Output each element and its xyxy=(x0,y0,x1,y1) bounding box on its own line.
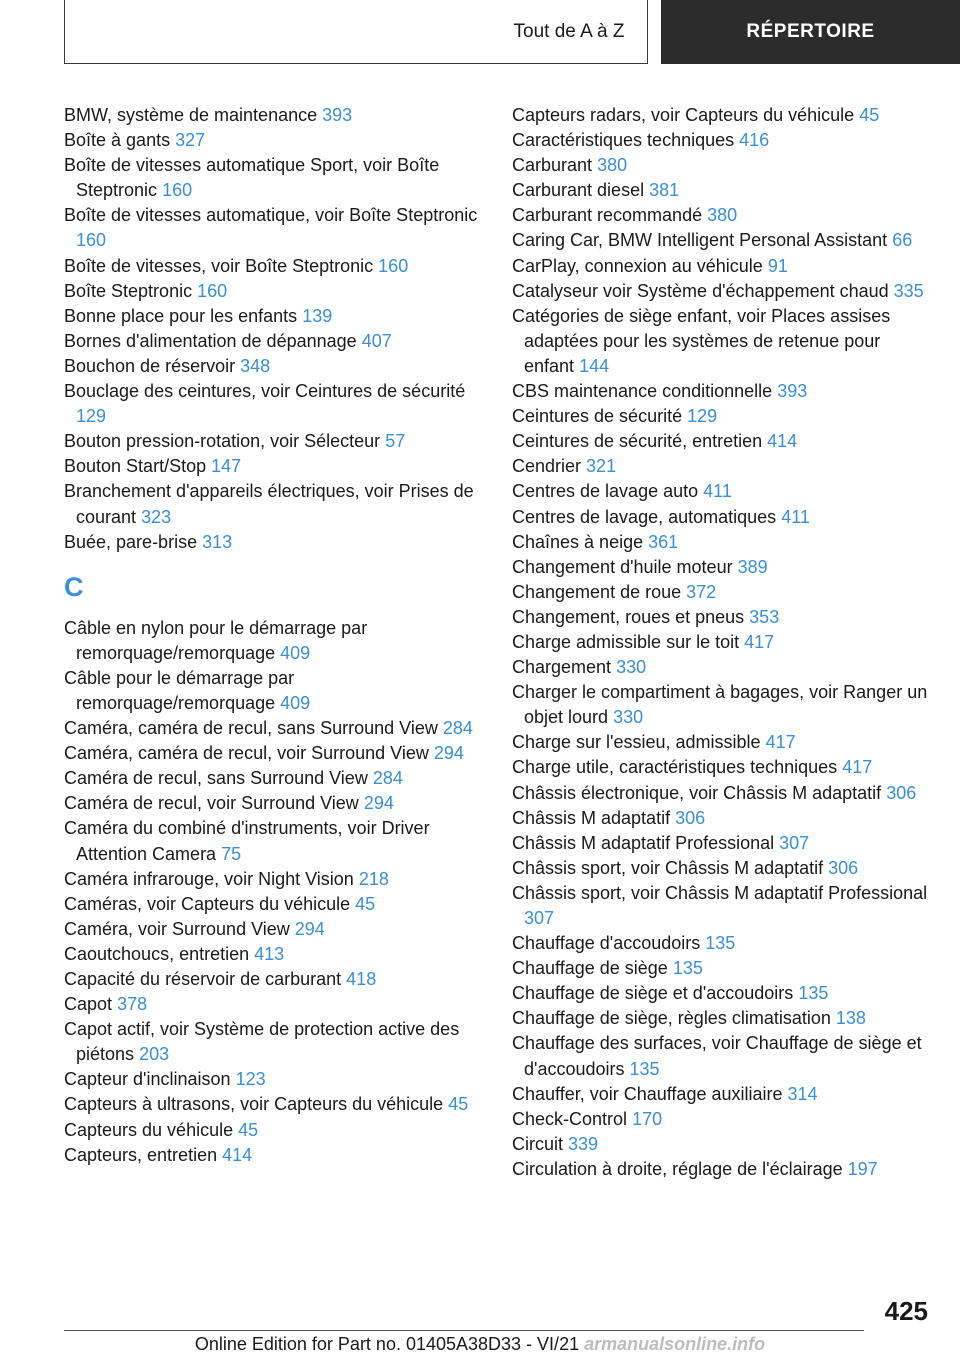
index-page-link[interactable]: 135 xyxy=(672,958,703,979)
index-entry xyxy=(64,379,484,429)
index-entry-text: Caméras, voir Capteurs du véhicule xyxy=(64,893,351,914)
index-entry xyxy=(512,178,932,203)
index-entry-text: Capteurs, entretien xyxy=(64,1144,218,1165)
index-page-link[interactable]: 314 xyxy=(787,1083,818,1104)
index-entry-text: Caractéristiques techniques xyxy=(512,130,735,151)
index-list-c xyxy=(64,616,484,1168)
index-entry xyxy=(512,680,932,730)
index-page-link[interactable]: 393 xyxy=(322,105,353,125)
index-entry-text: Charge utile, caractéristiques techniques xyxy=(512,757,838,778)
index-entry xyxy=(512,228,932,253)
index-page-link[interactable]: 147 xyxy=(211,456,242,477)
index-page-link[interactable]: 203 xyxy=(139,1044,170,1065)
index-entry xyxy=(512,1082,932,1107)
index-page-link[interactable]: 284 xyxy=(442,718,473,739)
index-page-link[interactable]: 294 xyxy=(363,793,394,814)
index-entry-text: Chauffer, voir Chauffage auxiliaire xyxy=(512,1083,783,1104)
index-page-link[interactable]: 138 xyxy=(835,1008,866,1029)
index-entry xyxy=(512,203,932,228)
index-page-link[interactable]: 335 xyxy=(893,280,924,301)
index-page-link[interactable]: 306 xyxy=(828,857,859,878)
index-entry-text: Charger le compartiment à bagages, voir Ranger un objet lourd xyxy=(512,682,928,728)
index-entry-text: Caoutchoucs, entretien xyxy=(64,943,250,964)
index-page-link[interactable]: 75 xyxy=(221,843,242,864)
index-list-b xyxy=(64,103,484,555)
footer-divider xyxy=(64,1330,864,1331)
index-entry xyxy=(512,881,932,931)
index-entry xyxy=(512,555,932,580)
index-entry-text: Charge admissible sur le toit xyxy=(512,631,740,652)
index-page-link[interactable]: 160 xyxy=(378,255,409,276)
index-page-link[interactable]: 321 xyxy=(586,456,617,477)
index-entry xyxy=(512,605,932,630)
index-entry-text: Circulation à droite, réglage de l'éclairage xyxy=(512,1158,843,1179)
index-entry-text: Bouton pression-rotation, voir Sélecteur xyxy=(64,431,381,452)
index-page-link[interactable]: 160 xyxy=(76,230,107,251)
index-page-link[interactable]: 313 xyxy=(202,531,233,552)
index-page-link[interactable]: 129 xyxy=(76,406,107,427)
index-page-link[interactable]: 135 xyxy=(705,933,736,954)
index-entry xyxy=(512,1157,932,1182)
index-entry xyxy=(64,329,484,354)
index-entry-text: Capacité du réservoir de carburant xyxy=(64,969,342,989)
index-entry-text: Carburant xyxy=(512,155,593,176)
index-entry xyxy=(512,981,932,1006)
index-page-link[interactable]: 45 xyxy=(238,1119,259,1140)
index-page-link[interactable]: 45 xyxy=(859,105,880,125)
index-entry-text: Buée, pare-brise xyxy=(64,531,198,552)
index-entry-text: Capteurs du véhicule xyxy=(64,1119,234,1140)
index-entry-text: Changement, roues et pneus xyxy=(512,606,745,627)
section-letter: C xyxy=(64,571,84,602)
index-entry-text: Câble pour le démarrage par remorquage/remorquage xyxy=(64,667,295,713)
index-entry xyxy=(64,454,484,479)
index-page-link[interactable]: 170 xyxy=(632,1108,663,1129)
index-page-link[interactable]: 327 xyxy=(175,130,206,151)
index-entry-text: Boîte Steptronic xyxy=(64,280,193,301)
index-entry-text: Chauffage d'accoudoirs xyxy=(512,933,701,954)
index-entry xyxy=(512,429,932,454)
index-entry xyxy=(64,429,484,454)
index-column-right xyxy=(512,103,932,1182)
index-entry xyxy=(512,128,932,153)
index-page-link[interactable]: 57 xyxy=(385,431,406,452)
index-entry-text: Bouchon de réservoir xyxy=(64,355,236,376)
index-entry-text: Chauffage de siège, règles climatisation xyxy=(512,1008,831,1029)
index-page-link[interactable]: 160 xyxy=(162,180,193,201)
index-page-link[interactable]: 323 xyxy=(141,506,172,527)
index-page-link[interactable]: 307 xyxy=(779,832,810,853)
index-entry-text: CBS maintenance conditionnelle xyxy=(512,381,773,402)
index-entry xyxy=(512,1006,932,1031)
index-entry-text: Carburant recommandé xyxy=(512,205,703,226)
index-page-link[interactable]: 139 xyxy=(302,305,333,326)
index-page-link[interactable]: 45 xyxy=(448,1094,469,1115)
index-page-link[interactable]: 339 xyxy=(568,1133,599,1154)
index-entry xyxy=(64,254,484,279)
index-page-link[interactable]: 144 xyxy=(579,355,610,376)
index-entry-text: Charge sur l'essieu, admissible xyxy=(512,732,761,753)
index-entry-text: Châssis sport, voir Châssis M adaptatif Professional xyxy=(512,882,928,903)
index-entry xyxy=(512,379,932,404)
index-entry-text: Câble en nylon pour le démarrage par remorquage/remorquage xyxy=(64,617,368,663)
index-entry-text: Carburant diesel xyxy=(512,180,645,201)
index-entry xyxy=(64,103,484,128)
index-entry-text: CarPlay, connexion au véhicule xyxy=(512,255,763,276)
index-page-link[interactable]: 330 xyxy=(613,707,644,728)
index-entry-text: Boîte à gants xyxy=(64,130,171,151)
index-page-link[interactable]: 380 xyxy=(707,205,738,226)
footer xyxy=(0,1334,960,1355)
index-page-link[interactable]: 135 xyxy=(798,983,829,1004)
index-entry xyxy=(64,530,484,555)
index-page-link[interactable]: 417 xyxy=(765,732,796,753)
index-entry xyxy=(512,630,932,655)
index-entry-text: Châssis sport, voir Châssis M adaptatif xyxy=(512,857,824,878)
index-entry xyxy=(512,103,932,128)
index-entry xyxy=(512,755,932,780)
index-entry xyxy=(512,454,932,479)
index-entry-text: Centres de lavage auto xyxy=(512,481,699,502)
index-entry xyxy=(64,992,484,1017)
index-entry-text: Capteurs radars, voir Capteurs du véhicule xyxy=(512,105,855,125)
index-entry-text: Chauffage de siège xyxy=(512,958,668,979)
index-entry-text: Caméra, caméra de recul, sans Surround View xyxy=(64,718,438,739)
index-entry xyxy=(512,931,932,956)
index-entry xyxy=(512,1031,932,1081)
index-entry-text: Boîte de vitesses automatique Sport, voir Boîte Steptronic xyxy=(64,155,440,201)
index-entry-text: Catégories de siège enfant, voir Places assises adaptées pour les systèmes de retenue pour enfant xyxy=(512,305,891,376)
index-entry xyxy=(64,791,484,816)
index-entry xyxy=(64,1143,484,1168)
index-page-link[interactable]: 294 xyxy=(433,743,464,764)
index-entry-text: Bornes d'alimentation de dépannage xyxy=(64,330,357,351)
index-entry-text: Chauffage des surfaces, voir Chauffage de siège et d'accoudoirs xyxy=(512,1033,922,1079)
index-entry xyxy=(64,666,484,716)
index-entry xyxy=(64,766,484,791)
index-page-link[interactable]: 416 xyxy=(739,130,770,151)
index-entry xyxy=(64,867,484,892)
index-entry-text: Bouclage des ceintures, voir Ceintures de sécurité xyxy=(64,381,466,402)
index-entry-text: Branchement d'appareils électriques, voir Prises de courant xyxy=(64,481,474,527)
index-page-link[interactable]: 306 xyxy=(886,782,917,803)
index-entry xyxy=(64,741,484,766)
index-entry-text: Caméra infrarouge, voir Night Vision xyxy=(64,868,354,889)
index-entry xyxy=(64,304,484,329)
index-entry xyxy=(64,1017,484,1067)
index-entry-text: Ceintures de sécurité xyxy=(512,406,683,427)
index-entry xyxy=(64,716,484,741)
index-entry-text: Centres de lavage, automatiques xyxy=(512,506,777,527)
index-page-link[interactable]: 407 xyxy=(361,330,392,351)
index-entry xyxy=(512,530,932,555)
index-entry-text: Caméra, caméra de recul, voir Surround View xyxy=(64,743,429,764)
index-entry-text: Châssis électronique, voir Châssis M adaptatif xyxy=(512,782,882,803)
index-entry xyxy=(512,781,932,806)
index-entry-text: Changement de roue xyxy=(512,581,682,602)
index-entry xyxy=(64,153,484,203)
index-entry xyxy=(64,616,484,666)
index-entry-text: Bouton Start/Stop xyxy=(64,456,207,477)
index-entry xyxy=(64,128,484,153)
index-entry-text: Caméra de recul, sans Surround View xyxy=(64,768,368,789)
index-entry-text: Ceintures de sécurité, entretien xyxy=(512,431,763,452)
index-entry-text: BMW, système de maintenance xyxy=(64,105,318,125)
index-entry xyxy=(64,816,484,866)
index-entry-text: Caméra de recul, voir Surround View xyxy=(64,793,359,814)
index-page-link[interactable]: 414 xyxy=(767,431,798,452)
index-page-link[interactable]: 353 xyxy=(749,606,780,627)
index-page-link[interactable]: 372 xyxy=(686,581,717,602)
index-page-link[interactable]: 348 xyxy=(240,355,271,376)
page-number: 425 xyxy=(884,1296,928,1326)
index-page-link[interactable]: 129 xyxy=(687,406,718,427)
index-entry-text: Caméra, voir Surround View xyxy=(64,918,290,939)
index-entry-text: Boîte de vitesses automatique, voir Boîte Steptronic xyxy=(64,205,478,226)
index-page-link[interactable]: 380 xyxy=(597,155,628,176)
index-entry xyxy=(512,1107,932,1132)
index-page-link[interactable]: 135 xyxy=(629,1058,660,1079)
index-page-link[interactable]: 361 xyxy=(648,531,679,552)
index-entry-text: Circuit xyxy=(512,1133,564,1154)
index-page-link[interactable]: 160 xyxy=(197,280,228,301)
index-entry xyxy=(64,354,484,379)
index-page-link[interactable]: 409 xyxy=(280,642,311,663)
index-entry xyxy=(64,279,484,304)
index-entry-text: Chaînes à neige xyxy=(512,531,644,552)
index-page-link[interactable]: 284 xyxy=(372,768,403,789)
index-entry-text: Chauffage de siège et d'accoudoirs xyxy=(512,983,794,1004)
index-page-link[interactable]: 307 xyxy=(524,908,555,928)
index-entry-text: Châssis M adaptatif Professional xyxy=(512,832,775,853)
index-entry xyxy=(512,831,932,856)
index-entry-text: Capteurs à ultrasons, voir Capteurs du véhicule xyxy=(64,1094,444,1115)
index-entry xyxy=(512,304,932,379)
index-entry xyxy=(512,1132,932,1157)
index-page-link[interactable]: 218 xyxy=(358,868,389,889)
footer-watermark: armanualsonline.info xyxy=(584,1334,766,1354)
index-entry xyxy=(512,404,932,429)
index-column-left xyxy=(64,103,484,1168)
index-entry xyxy=(512,279,932,304)
index-entry xyxy=(64,967,484,992)
index-entry-text: Bonne place pour les enfants xyxy=(64,305,298,326)
index-entry xyxy=(64,942,484,967)
index-page-link[interactable]: 409 xyxy=(280,692,311,713)
index-page-link[interactable]: 414 xyxy=(222,1144,253,1165)
index-page-link[interactable]: 393 xyxy=(777,381,808,402)
index-entry-text: Chargement xyxy=(512,657,612,678)
chapter-title[interactable]: RÉPERTOIRE xyxy=(661,0,960,64)
index-entry xyxy=(512,856,932,881)
index-page-link[interactable]: 381 xyxy=(649,180,680,201)
index-entry xyxy=(512,479,932,504)
index-entry xyxy=(512,806,932,831)
index-page-link[interactable]: 417 xyxy=(842,757,873,778)
index-entry-text: Changement d'huile moteur xyxy=(512,556,733,577)
index-page-link[interactable]: 66 xyxy=(892,230,913,251)
index-page-link[interactable]: 45 xyxy=(355,893,376,914)
index-page-link[interactable]: 413 xyxy=(254,943,285,964)
index-list-c-continued xyxy=(512,103,932,1182)
index-page-link[interactable]: 378 xyxy=(117,994,148,1015)
index-entry-text: Cendrier xyxy=(512,456,582,477)
index-entry-text: Châssis M adaptatif xyxy=(512,807,671,828)
index-entry xyxy=(512,505,932,530)
index-entry-text: Capot xyxy=(64,994,113,1015)
index-entry-text: Caméra du combiné d'instruments, voir Driver Attention Camera xyxy=(64,818,430,864)
index-entry xyxy=(512,655,932,680)
index-page-link[interactable]: 91 xyxy=(767,255,788,276)
section-tab[interactable]: Tout de A à Z xyxy=(513,21,625,42)
index-entry xyxy=(64,479,484,529)
index-entry xyxy=(64,917,484,942)
index-entry xyxy=(64,1067,484,1092)
index-entry xyxy=(64,892,484,917)
index-entry xyxy=(512,580,932,605)
index-page-link[interactable]: 389 xyxy=(737,556,768,577)
index-page-link[interactable]: 417 xyxy=(744,631,775,652)
index-page-link[interactable]: 306 xyxy=(675,807,706,828)
index-page-link[interactable]: 197 xyxy=(847,1158,878,1179)
footer-edition: Online Edition for Part no. 01405A38D33 - VI/21 xyxy=(194,1334,580,1354)
index-entry-text: Caring Car, BMW Intelligent Personal Assistant xyxy=(512,230,888,251)
index-entry xyxy=(512,956,932,981)
index-entry xyxy=(512,153,932,178)
index-entry-text: Capteur d'inclinaison xyxy=(64,1069,231,1090)
index-entry xyxy=(512,730,932,755)
index-entry xyxy=(64,1118,484,1143)
index-page-link[interactable]: 330 xyxy=(616,657,647,678)
index-entry-text: Boîte de vitesses, voir Boîte Steptronic xyxy=(64,255,374,276)
index-entry-text: Capot actif, voir Système de protection active des piétons xyxy=(64,1019,460,1065)
index-entry-text: Check-Control xyxy=(512,1108,628,1129)
index-page-link[interactable]: 411 xyxy=(781,506,810,527)
index-entry xyxy=(64,203,484,253)
index-entry-text: Catalyseur voir Système d'échappement chaud xyxy=(512,280,889,301)
index-page-link[interactable]: 418 xyxy=(346,969,377,989)
index-page-link[interactable]: 411 xyxy=(703,481,732,502)
index-page-link[interactable]: 123 xyxy=(235,1069,266,1090)
index-entry xyxy=(512,254,932,279)
index-page-link[interactable]: 294 xyxy=(294,918,325,939)
index-entry xyxy=(64,1092,484,1117)
